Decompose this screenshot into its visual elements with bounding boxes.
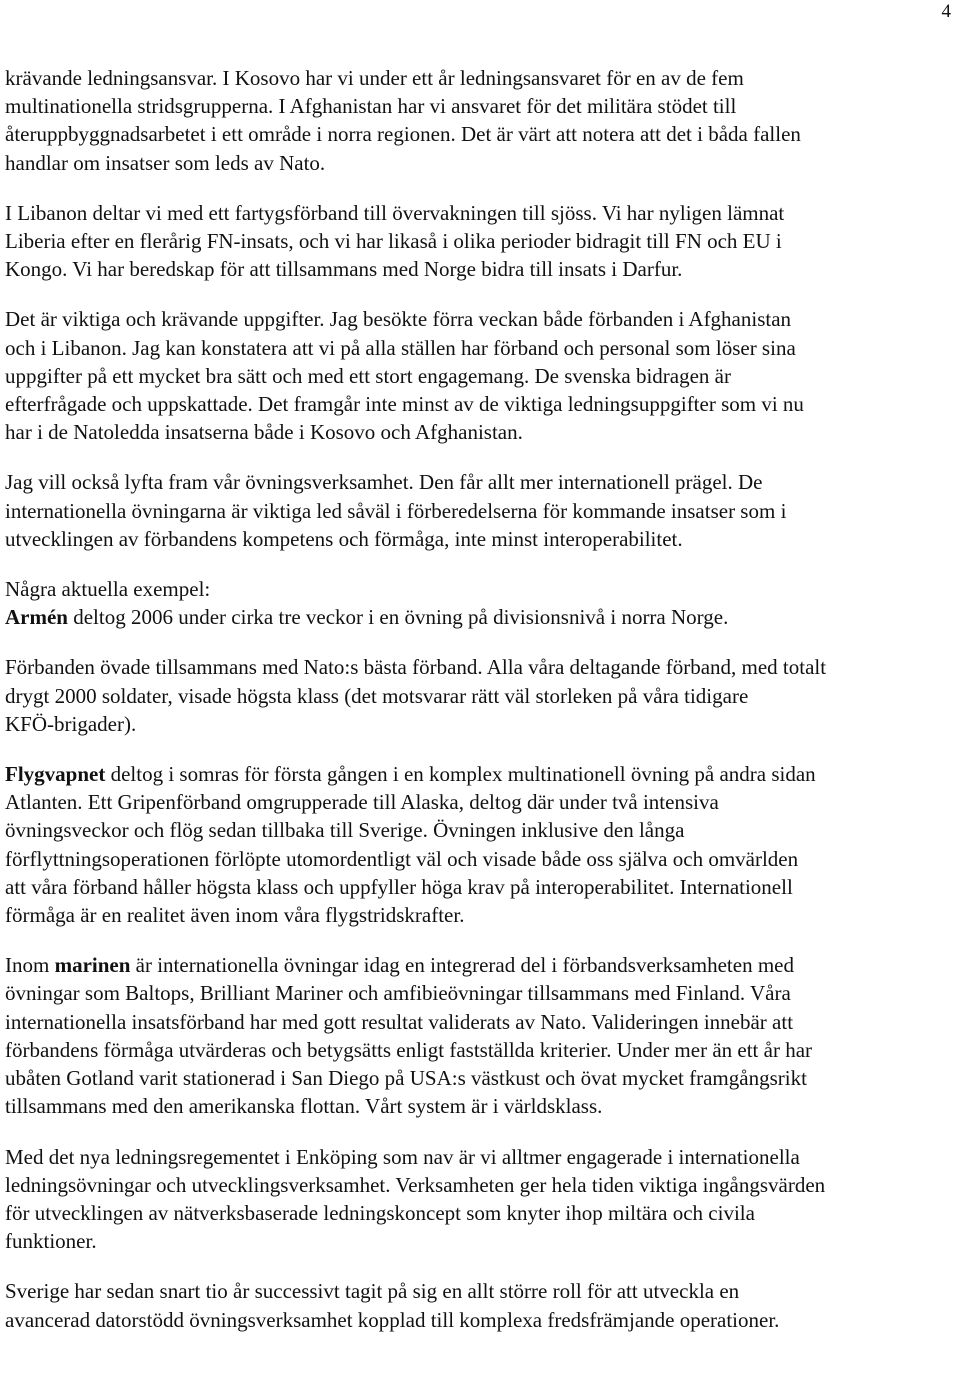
document-body	[5, 64, 957, 1356]
paragraph	[5, 1143, 957, 1256]
text-run: deltog i somras för första gången i en komplex multinationell övning på andra sidan	[105, 762, 816, 787]
text-line	[5, 603, 957, 631]
bold-term: marinen	[54, 953, 131, 978]
text-line	[5, 1008, 957, 1036]
paragraph	[5, 199, 957, 284]
text-line	[5, 1277, 957, 1305]
text-line	[5, 390, 957, 418]
text-line	[5, 255, 957, 283]
text-run: tillsammans med den amerikanska flottan. Vårt system är i världsklass.	[5, 1094, 603, 1119]
paragraph	[5, 951, 957, 1120]
text-line	[5, 120, 957, 148]
text-run: övningar som Baltops, Brilliant Mariner och amfibieövningar tillsammans med Finland. Våra	[5, 981, 791, 1006]
text-run: förbandens förmåga utvärderas och betygsätts enligt fastställda kriterier. Under mer än ett år har	[5, 1037, 813, 1062]
text-line	[5, 199, 957, 227]
text-line	[5, 1143, 957, 1171]
paragraph	[5, 468, 957, 553]
text-line	[5, 525, 957, 553]
text-run: drygt 2000 soldater, visade högsta klass (det motsvarar rätt väl storleken på våra tidigare	[5, 683, 749, 708]
text-line	[5, 92, 957, 120]
text-run: övningsveckor och flög sedan tillbaka till Sverige. Övningen inklusive den långa	[5, 818, 685, 843]
text-run: Kongo. Vi har beredskap för att tillsammans med Norge bidra till insats i Darfur.	[5, 257, 683, 282]
text-line	[5, 1199, 957, 1227]
paragraph	[5, 64, 957, 177]
text-run: Jag vill också lyfta fram vår övningsverksamhet. Den får allt mer internationell prägel. De	[5, 470, 763, 495]
text-run: återuppbyggnadsarbetet i ett område i norra regionen. Det är värt att notera att det i båda fallen	[5, 122, 801, 147]
text-line	[5, 227, 957, 255]
text-line	[5, 1064, 957, 1092]
text-line	[5, 1227, 957, 1255]
text-run: Förbanden övade tillsammans med Nato:s bästa förband. Alla våra deltagande förband, med totalt	[5, 655, 827, 680]
text-line	[5, 760, 957, 788]
text-run: Några aktuella exempel:	[5, 577, 211, 602]
paragraph	[5, 575, 957, 603]
text-line	[5, 1171, 957, 1199]
text-run: krävande ledningsansvar. I Kosovo har vi under ett år ledningsansvaret för en av de fem	[5, 66, 744, 90]
text-run: deltog 2006 under cirka tre veckor i en övning på divisionsnivå i norra Norge.	[67, 605, 729, 630]
text-line	[5, 979, 957, 1007]
text-line	[5, 845, 957, 873]
text-line	[5, 418, 957, 446]
text-line	[5, 951, 957, 979]
text-run: Med det nya ledningsregementet i Enköping som nav är vi alltmer engagerade i internationella	[5, 1144, 800, 1169]
text-run: för utvecklingen av nätverksbaserade ledningskoncept som knyter ihop miltära och civila	[5, 1200, 755, 1225]
text-run: förflyttningsoperationen förlöpte utomordentligt väl och visade både oss själva och omvärlden	[5, 846, 799, 871]
paragraph	[5, 760, 957, 929]
text-run: ubåten Gotland varit stationerad i San Diego på USA:s västkust och övat mycket framgångsrikt	[5, 1066, 807, 1091]
text-line	[5, 873, 957, 901]
text-run: Det är viktiga och krävande uppgifter. Jag besökte förra veckan både förbanden i Afghanistan	[5, 307, 792, 332]
bold-term: Flygvapnet	[5, 762, 106, 787]
paragraph	[5, 653, 957, 738]
text-run: utvecklingen av förbandens kompetens och förmåga, inte minst interoperabilitet.	[5, 526, 683, 551]
text-line	[5, 575, 957, 603]
text-line	[5, 1092, 957, 1120]
text-line	[5, 710, 957, 738]
text-run: internationella insatsförband har med gott resultat validerats av Nato. Valideringen innebär att	[5, 1009, 794, 1034]
text-line	[5, 362, 957, 390]
text-run: Sverige har sedan snart tio år successivt tagit på sig en allt större roll för att utveckla en	[5, 1279, 740, 1304]
bold-term: Armén	[5, 605, 68, 630]
text-run: internationella övningarna är viktiga led såväl i förberedelserna för kommande insatser som i	[5, 498, 787, 523]
text-run: KFÖ-brigader).	[5, 711, 137, 736]
text-line	[5, 682, 957, 710]
text-line	[5, 64, 957, 92]
text-line	[5, 334, 957, 362]
text-line	[5, 468, 957, 496]
text-run: har i de Natoledda insatserna både i Kosovo och Afghanistan.	[5, 420, 523, 445]
text-run: och i Libanon. Jag kan konstatera att vi på alla ställen har förband och personal som löser sina	[5, 335, 796, 360]
paragraph	[5, 603, 957, 631]
text-run: Liberia efter en flerårig FN-insats, och vi har likaså i olika perioder bidragit till FN och EU i	[5, 229, 782, 254]
text-line	[5, 816, 957, 844]
text-run: att våra förband håller högsta klass och uppfyller höga krav på interoperabilitet. Internationell	[5, 874, 793, 899]
text-run: Atlanten. Ett Gripenförband omgrupperade till Alaska, deltog där under två intensiva	[5, 790, 719, 815]
text-line	[5, 1036, 957, 1064]
page-number: 4	[941, 1, 951, 22]
text-run: multinationella stridsgrupperna. I Afghanistan har vi ansvaret för det militära stödet till	[5, 94, 737, 119]
text-line	[5, 788, 957, 816]
text-run: handlar om insatser som leds av Nato.	[5, 150, 326, 175]
text-run: funktioner.	[5, 1229, 97, 1254]
text-run: efterfrågade och uppskattade. Det framgår inte minst av de viktiga ledningsuppgifter som vi nu	[5, 392, 804, 417]
paragraph	[5, 305, 957, 446]
text-run: uppgifter på ett mycket bra sätt och med ett stort engagemang. De svenska bidragen är	[5, 363, 731, 388]
text-run: är internationella övningar idag en integrerad del i förbandsverksamheten med	[130, 953, 794, 978]
paragraph	[5, 1277, 957, 1333]
text-run: Inom	[5, 953, 55, 978]
text-run: ledningsövningar och utvecklingsverksamhet. Verksamheten ger hela tiden viktiga ingångsvärden	[5, 1172, 826, 1197]
text-run: avancerad datorstödd övningsverksamhet kopplad till komplexa fredsfrämjande operationer.	[5, 1307, 780, 1332]
text-line	[5, 1306, 957, 1334]
text-run: I Libanon deltar vi med ett fartygsförband till övervakningen till sjöss. Vi har nyligen lämnat	[5, 200, 785, 225]
text-line	[5, 653, 957, 681]
text-line	[5, 901, 957, 929]
text-run: förmåga är en realitet även inom våra flygstridskrafter.	[5, 903, 465, 928]
text-line	[5, 149, 957, 177]
text-line	[5, 305, 957, 333]
text-line	[5, 497, 957, 525]
